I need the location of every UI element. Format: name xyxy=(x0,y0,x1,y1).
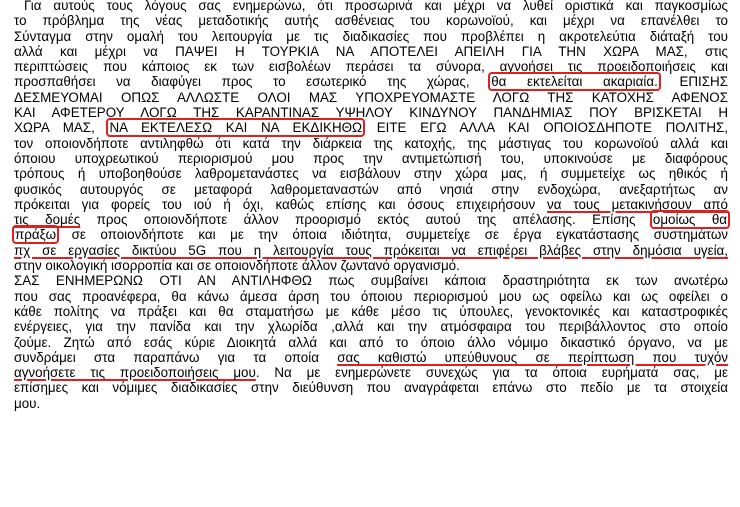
text-line xyxy=(14,29,728,44)
text-line xyxy=(14,289,728,304)
text-segment: επίσημες και νόμιμες διαδικασίες στην διεύθυνση που αναγράφεται επάνω στο πεδίο με τα στοιχεία xyxy=(14,380,728,396)
text-line xyxy=(14,151,728,166)
text-segment: Σύνταγμα στην ομαλή του λειτουργία με τις διαδικασίες που προβλέπει η ακροτελεύτια διάταξή του xyxy=(14,28,728,44)
text-segment: προσπαθήσει να διαφύγει προς το εσωτερικό της χώρας, xyxy=(14,74,491,90)
text-segment: μου. xyxy=(14,395,41,411)
text-line xyxy=(14,258,728,273)
text-segment: τον οποιονδήποτε αντιληφθώ ότι κατά την διάρκεια της κατοχής, της μάστιγας του κορωνοϊού αλλά και xyxy=(14,135,728,151)
text-line xyxy=(14,44,728,59)
text-segment: στην οικολογική ισορροπία και σε οποιονδήποτε άλλον ζωντανό οργανισμό. xyxy=(14,258,460,274)
highlighted-phrase-box: θα εκτελείται ακαριαία. xyxy=(491,74,658,90)
text-line xyxy=(14,227,728,242)
text-segment: ΕΙΤΕ ΕΓΩ ΑΛΛΑ ΚΑΙ ΟΠΟΙΟΣΔΗΠΟΤΕ ΠΟΛΙΤΗΣ, xyxy=(363,120,728,136)
text-segment: προς οποιονδήποτε άλλον προορισμό εκτός αυτού της απέλασης. Επίσης xyxy=(80,212,652,228)
text-segment: το πρόβλημα της νέας μεταδοτικής αυτής ασθένειας του κορωνοϊού, και μέχρι να επανέλθει το xyxy=(14,13,728,29)
text-segment: όποιου υποχρεωτικού περιορισμού μου προς την αντιμετώπισή του, υποκινούσε με διαφόρους xyxy=(14,150,728,166)
highlighted-phrase-box: ομοίως θα xyxy=(652,212,728,228)
text-segment: ΕΠΙΣΗΣ xyxy=(658,74,728,90)
text-segment: πρόκειται για φορείς του ιού ή όχι, καθώς επίσης και όσους επιχειρήσουν xyxy=(14,196,548,212)
text-segment: ΣΑΣ ΕΝΗΜΕΡΩΝΩ ΟΤΙ ΑΝ ΑΝΤΙΛΗΦΘΩ πως συμβαίνει κάποια δραστηριότητα εκ των ανωτέρω xyxy=(14,273,728,289)
text-segment: φυσικός αυτουργός σε μεταφορά λαθρομεταναστών από νησιά στην ενδοχώρα, ανεξαρτήτως αν xyxy=(14,181,728,197)
text-line xyxy=(14,365,728,380)
text-line xyxy=(14,335,728,350)
text-segment: Για αυτούς τους λόγους σας ενημερώνω, ότι προσωρινά και μέχρι να λυθεί οριστικά και παγκοσμίως xyxy=(24,0,728,13)
text-line xyxy=(14,350,728,365)
text-line xyxy=(14,380,728,395)
text-segment xyxy=(14,197,728,212)
text-line xyxy=(14,90,728,105)
text-segment: τρόπους ή υποβοηθούσε λαθρομετανάστες να εισβάλουν στην χώρα μας, ή συμμετείχε ως ηθικός ή xyxy=(14,166,728,182)
text-line xyxy=(14,136,728,151)
text-segment: συνδράμει στα παραπάνω για τα οποία xyxy=(14,349,338,365)
text-segment: αλλά και μέχρι να ΠΑΨΕΙ Η ΤΟΥΡΚΙΑ ΝΑ ΑΠΟΤΕΛΕΙ ΑΠΕΙΛΗ ΓΙΑ ΤΗΝ ΧΩΡΑ ΜΑΣ, στις xyxy=(14,43,728,59)
text-segment: σε οποιονδήποτε και με την όποια ιδιότητα, συμμετείχε σε έργα εγκατάστασης συστημάτων xyxy=(57,227,728,243)
text-line xyxy=(14,304,728,319)
text-segment: ΚΑΙ ΑΦΕΤΕΡΟΥ ΛΟΓΩ ΤΗΣ ΚΑΡΑΝΤΙΝΑΣ ΥΨΗΛΟΥ ΚΙΝΔΥΝΟΥ ΠΑΝΔΗΜΙΑΣ ΠΟΥ ΒΡΙΣΚΕΤΑΙ Η xyxy=(14,105,728,121)
text-segment: ζούμε. Ζητώ από εσάς κύριε Διοικητά αλλά και από το όποιο άλλο νόμιμο δικαστικό όργανο, να με xyxy=(14,334,728,350)
text-segment: ΧΩΡΑ ΜΑΣ, xyxy=(14,120,109,136)
underlined-phrase: τις δομές xyxy=(14,212,81,228)
underlined-phrase: αγνοήσετε τις προειδοποιήσεις μου xyxy=(14,365,256,381)
text-line xyxy=(14,59,728,74)
text-line xyxy=(14,13,728,28)
text-line xyxy=(14,212,728,227)
text-segment: που σας προανέφερα, θα κάνω άμεσα άρση του όποιου περιορισμού μου ως οφείλω και ως οφείλει ο xyxy=(14,288,728,304)
underlined-phrase: να τους μετακινήσουν από xyxy=(547,196,728,212)
text-line xyxy=(14,243,728,258)
text-segment: περιπτώσεις που κάποιος εκ των εισβολέων περάσει τα σύνορα, αγνοήσει τις προειδοποιήσεις και xyxy=(14,59,728,75)
text-segment: κάθε πολίτης να πράξει και θα σταματήσω με κάθε μέσο τις ύπουλες, γενοκτονικές και καταστροφικές xyxy=(14,303,728,319)
text-line xyxy=(14,182,728,197)
text-segment: ενέργειες, για την πανίδα και την χλωρίδα ,αλλά και την ατμόσφαιρα του περιβάλλοντος στο οποίο xyxy=(14,319,728,335)
text-segment: . Να με ενημερώνετε συνεχώς για τα όποια ευρήματά σας, με xyxy=(255,365,728,381)
text-line xyxy=(14,120,728,135)
text-line xyxy=(14,74,728,89)
text-line xyxy=(14,273,728,288)
underlined-phrase: πχ σε εργασίες δικτύου 5G που η λειτουργία τους πρόκειται να επιφέρει βλάβες στην δημόσια υγεία, xyxy=(14,242,728,258)
highlighted-phrase-box: ΝΑ ΕΚΤΕΛΕΣΩ ΚΑΙ ΝΑ ΕΚΔΙΚΗΘΩ xyxy=(109,120,363,136)
text-line xyxy=(14,396,728,411)
text-line xyxy=(14,319,728,334)
text-segment: ΔΕΣΜΕΥΟΜΑΙ ΟΠΩΣ ΑΛΛΩΣΤΕ ΟΛΟΙ ΜΑΣ ΥΠΟΧΡΕΥΟΜΑΣΤΕ ΛΟΓΩ ΤΗΣ ΚΑΤΟΧΗΣ ΑΦΕΝΟΣ xyxy=(14,89,728,105)
text-line xyxy=(14,105,728,120)
document-body xyxy=(14,0,728,411)
text-line xyxy=(14,197,728,212)
highlighted-phrase-box: πράξω xyxy=(15,227,57,243)
underlined-phrase: σας καθιστώ υπεύθυνους σε περίπτωση που τυχόν xyxy=(337,349,728,365)
text-line xyxy=(14,166,728,181)
text-line xyxy=(14,0,728,13)
